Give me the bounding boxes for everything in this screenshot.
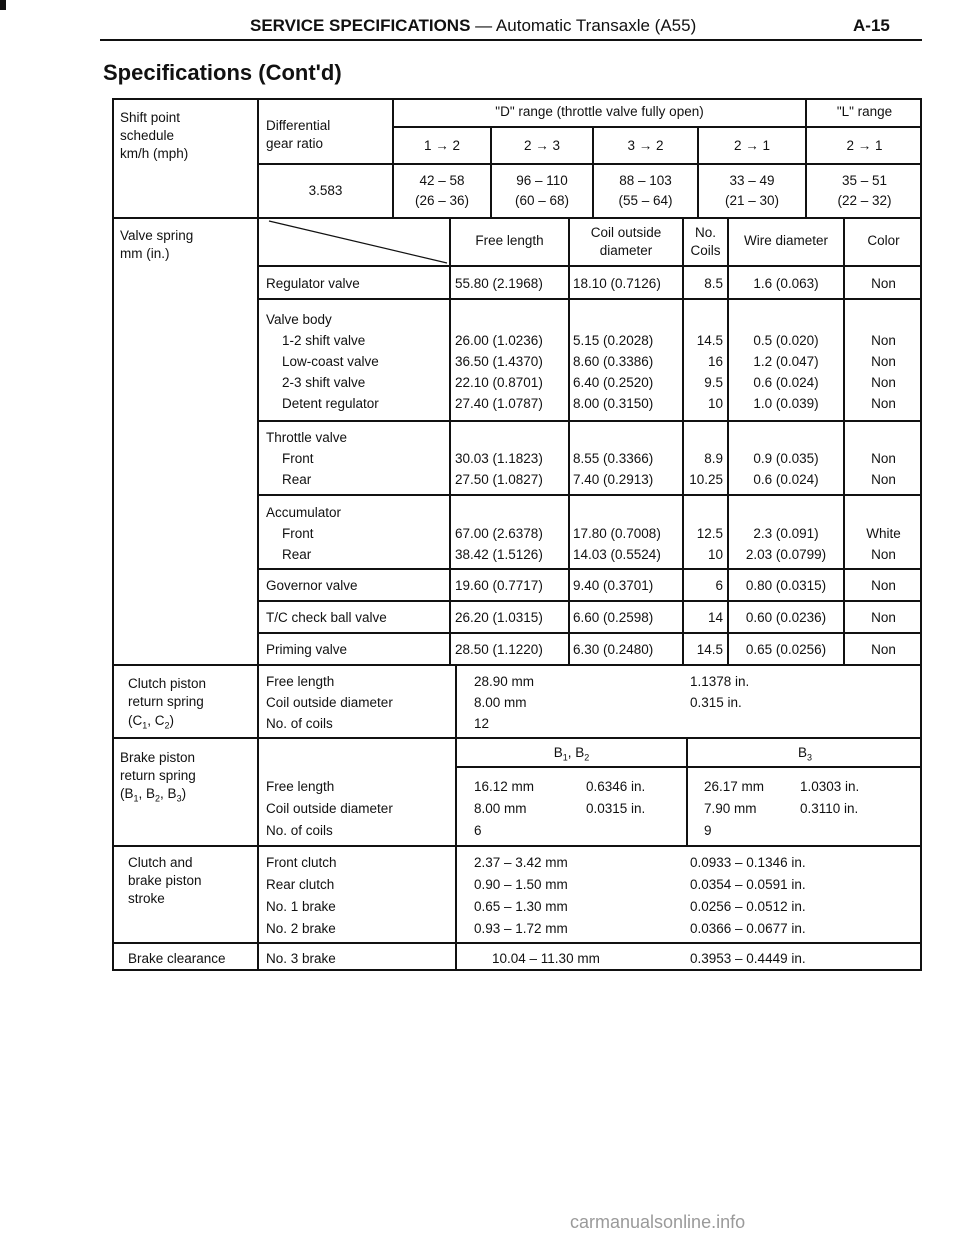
clearance-item: No. 3 brake: [266, 951, 336, 966]
valve-label-1: Valve spring: [120, 228, 194, 243]
head-coil-1: Coil outside: [590, 225, 662, 240]
valve-coil-diameter: 17.80 (0.7008): [573, 526, 661, 541]
stroke-inch: 0.0354 – 0.0591 in.: [690, 877, 806, 892]
valve-free-length: 27.50 (1.0827): [455, 472, 543, 487]
valve-row-name: Accumulator: [266, 505, 342, 520]
valve-coil-count: 14: [707, 610, 723, 625]
kmh-value: 96 – 110: [516, 173, 568, 188]
brake-b-mm: 9: [704, 823, 712, 838]
head-wire: Wire diameter: [743, 233, 829, 248]
valve-row-name: Rear: [282, 547, 312, 562]
clutch-label-1: Clutch piston: [128, 676, 207, 691]
brake-a-mm: 8.00 mm: [474, 801, 527, 816]
head-free-length: Free length: [475, 233, 544, 248]
shift-head: 2 → 1: [733, 138, 771, 153]
valve-wire-diameter: 0.6 (0.024): [753, 472, 819, 487]
watermark: carmanualsonline.info: [570, 1212, 746, 1232]
valve-color: Non: [871, 610, 896, 625]
valve-row-name: Rear: [282, 472, 312, 487]
stroke-mm: 0.93 – 1.72 mm: [474, 921, 568, 936]
valve-coil-count: 10: [707, 396, 723, 411]
brake-item: Coil outside diameter: [266, 801, 393, 816]
clearance-label: Brake clearance: [128, 951, 226, 966]
grid-line: [392, 126, 922, 128]
clearance-inch: 0.3953 – 0.4449 in.: [690, 951, 806, 966]
stroke-item: No. 1 brake: [266, 899, 336, 914]
valve-coil-diameter: 7.40 (0.2913): [573, 472, 654, 487]
l-range-header: "L" range: [836, 104, 893, 119]
brake-a-mm: 16.12 mm: [474, 779, 535, 794]
clutch-mm: 12: [474, 716, 490, 731]
section-line: [112, 942, 922, 944]
stroke-inch: 0.0933 – 0.1346 in.: [690, 855, 806, 870]
valve-free-length: 36.50 (1.4370): [455, 354, 543, 369]
valve-free-length: 67.00 (2.6378): [455, 526, 543, 541]
grid-line: [257, 163, 922, 165]
valve-free-length: 26.00 (1.0236): [455, 333, 543, 348]
brake-b-in: 1.0303 in.: [800, 779, 860, 794]
stroke-mm: 0.65 – 1.30 mm: [474, 899, 568, 914]
section-line: [112, 664, 922, 666]
brake-a-in: 0.6346 in.: [586, 779, 646, 794]
diagonal-header-cell: [259, 219, 449, 265]
clutch-label-2: return spring: [128, 694, 204, 709]
stroke-mm: 2.37 – 3.42 mm: [474, 855, 568, 870]
grid-line: [568, 219, 570, 664]
head-no-2: Coils: [690, 243, 721, 258]
valve-coil-diameter: 9.40 (0.3701): [573, 578, 654, 593]
valve-row-name: 1-2 shift valve: [282, 333, 366, 348]
valve-wire-diameter: 0.6 (0.024): [753, 375, 819, 390]
stroke-mm: 0.90 – 1.50 mm: [474, 877, 568, 892]
valve-row-name: Detent regulator: [282, 396, 379, 411]
shift-label-3: km/h (mph): [120, 146, 189, 161]
grid-line: [257, 600, 922, 602]
valve-row-name: Valve body: [266, 312, 332, 327]
valve-free-length: 26.20 (1.0315): [455, 610, 543, 625]
section-line: [112, 737, 922, 739]
valve-coil-diameter: 5.15 (0.2028): [573, 333, 654, 348]
valve-coil-diameter: 14.03 (0.5524): [573, 547, 661, 562]
grid-line: [257, 265, 922, 267]
brake-a-mm: 6: [474, 823, 482, 838]
valve-coil-count: 16: [707, 354, 723, 369]
section-line: [112, 845, 922, 847]
valve-free-length: 22.10 (0.8701): [455, 375, 543, 390]
brake-head-b3: $B_3$: [797, 745, 813, 763]
brake-b-mm: 26.17 mm: [704, 779, 765, 794]
valve-row-name: Priming valve: [266, 642, 348, 657]
valve-row-name: Regulator valve: [266, 276, 360, 291]
brake-item: No. of coils: [266, 823, 333, 838]
valve-coil-diameter: 8.60 (0.3386): [573, 354, 654, 369]
diff-label-1: Differential: [266, 118, 331, 133]
stroke-inch: 0.0256 – 0.0512 in.: [690, 899, 806, 914]
valve-wire-diameter: 0.60 (0.0236): [745, 610, 827, 625]
mph-value: (26 – 36): [414, 193, 470, 208]
valve-coil-diameter: 18.10 (0.7126): [573, 276, 661, 291]
grid-line: [257, 420, 922, 422]
shift-label-1: Shift point: [120, 110, 181, 125]
valve-free-length: 27.40 (1.0787): [455, 396, 543, 411]
valve-color: Non: [871, 451, 896, 466]
gear-ratio-value: 3.583: [308, 183, 343, 198]
stroke-item: Front clutch: [266, 855, 337, 870]
valve-color: Non: [871, 354, 896, 369]
valve-wire-diameter: 0.65 (0.0256): [745, 642, 827, 657]
shift-head: 1 → 2: [423, 138, 461, 153]
d-range-header: "D" range (throttle valve fully open): [495, 104, 704, 119]
valve-color: Non: [871, 333, 896, 348]
grid-line: [455, 766, 922, 768]
valve-free-length: 38.42 (1.5126): [455, 547, 543, 562]
valve-row-name: 2-3 shift valve: [282, 375, 366, 390]
valve-row-name: Throttle valve: [266, 430, 348, 445]
valve-coil-diameter: 8.00 (0.3150): [573, 396, 654, 411]
page-title: Specifications (Cont'd): [103, 60, 342, 85]
stroke-item: No. 2 brake: [266, 921, 336, 936]
valve-row-name: Governor valve: [266, 578, 358, 593]
valve-color: Non: [871, 276, 896, 291]
valve-coil-count: 8.5: [704, 276, 723, 291]
valve-wire-diameter: 1.6 (0.063): [753, 276, 819, 291]
brake-label-3: ($B_1$, $B_2$, $B_3$): [120, 786, 187, 804]
valve-coil-count: 9.5: [704, 375, 723, 390]
brake-b-in: 0.3110 in.: [800, 801, 859, 816]
valve-wire-diameter: 2.3 (0.091): [753, 526, 819, 541]
clutch-item: Free length: [266, 674, 335, 689]
shift-label-2: schedule: [120, 128, 175, 143]
valve-coil-count: 10.25: [689, 472, 723, 487]
diff-label-2: gear ratio: [266, 136, 324, 151]
scan-edge-mark: [0, 0, 6, 10]
stroke-inch: 0.0366 – 0.0677 in.: [690, 921, 806, 936]
shift-head: 3 → 2: [627, 138, 664, 153]
valve-free-length: 19.60 (0.7717): [455, 578, 543, 593]
brake-head-b1b2: $B_1$, $B_2$: [553, 745, 590, 763]
valve-free-length: 30.03 (1.1823): [455, 451, 543, 466]
clutch-mm: 8.00 mm: [474, 695, 527, 710]
grid-line: [455, 845, 457, 971]
valve-wire-diameter: 1.0 (0.039): [753, 396, 819, 411]
kmh-value: 35 – 51: [841, 173, 888, 188]
valve-label-2: mm (in.): [120, 246, 170, 261]
page-number: A-15: [853, 16, 890, 35]
kmh-value: 88 – 103: [619, 173, 672, 188]
mph-value: (55 – 64): [618, 193, 673, 208]
valve-coil-count: 6: [715, 578, 723, 593]
brake-b-mm: 7.90 mm: [704, 801, 757, 816]
grid-line: [257, 298, 922, 300]
grid-line: [455, 664, 457, 737]
shift-head: 2 → 1: [846, 138, 883, 153]
valve-row-name: T/C check ball valve: [266, 610, 387, 625]
valve-coil-count: 14.5: [696, 333, 723, 348]
brake-a-in: 0.0315 in.: [586, 801, 646, 816]
valve-color: Non: [871, 547, 896, 562]
grid-line: [449, 219, 451, 664]
valve-color: Non: [871, 642, 896, 657]
clutch-item: No. of coils: [266, 716, 333, 731]
valve-free-length: 55.80 (2.1968): [455, 276, 543, 291]
valve-coil-count: 10: [707, 547, 723, 562]
shift-head: 2 → 3: [523, 138, 561, 153]
mph-value: (22 – 32): [837, 193, 892, 208]
brake-item: Free length: [266, 779, 335, 794]
section-line: [112, 217, 922, 219]
clutch-inch: 0.315 in.: [690, 695, 742, 710]
valve-coil-diameter: 6.40 (0.2520): [573, 375, 654, 390]
valve-coil-diameter: 8.55 (0.3366): [573, 451, 654, 466]
brake-label-1: Brake piston: [120, 750, 196, 765]
valve-coil-count: 8.9: [704, 451, 723, 466]
grid-line: [257, 568, 922, 570]
valve-coil-count: 14.5: [696, 642, 723, 657]
running-header: SERVICE SPECIFICATIONS — Automatic Transaxle (A55): [250, 16, 697, 35]
valve-color: Non: [871, 396, 896, 411]
valve-free-length: 28.50 (1.1220): [455, 642, 543, 657]
clutch-label-3: ($C_1$, $C_2$): [128, 713, 175, 731]
valve-row-name: Low-coast valve: [282, 354, 379, 369]
valve-coil-diameter: 6.60 (0.2598): [573, 610, 654, 625]
clutch-mm: 28.90 mm: [474, 674, 535, 689]
header-rule: [100, 39, 922, 41]
valve-color: White: [866, 526, 901, 541]
head-color: Color: [867, 233, 900, 248]
stroke-label-2: brake piston: [128, 873, 202, 888]
valve-row-name: Front: [282, 451, 314, 466]
valve-wire-diameter: 2.03 (0.0799): [745, 547, 827, 562]
clutch-item: Coil outside diameter: [266, 695, 393, 710]
valve-coil-diameter: 6.30 (0.2480): [573, 642, 654, 657]
grid-line: [257, 494, 922, 496]
valve-wire-diameter: 0.9 (0.035): [753, 451, 819, 466]
valve-wire-diameter: 0.80 (0.0315): [745, 578, 827, 593]
valve-color: Non: [871, 578, 896, 593]
kmh-value: 33 – 49: [729, 173, 775, 188]
valve-coil-count: 12.5: [696, 526, 723, 541]
mph-value: (60 – 68): [514, 193, 570, 208]
brake-label-2: return spring: [120, 768, 196, 783]
clearance-mm: 10.04 – 11.30 mm: [492, 951, 600, 966]
stroke-label-1: Clutch and: [128, 855, 193, 870]
valve-wire-diameter: 0.5 (0.020): [753, 333, 819, 348]
mph-value: (21 – 30): [724, 193, 780, 208]
stroke-item: Rear clutch: [266, 877, 335, 892]
grid-line: [257, 632, 922, 634]
valve-color: Non: [871, 472, 896, 487]
valve-row-name: Front: [282, 526, 314, 541]
clutch-inch: 1.1378 in.: [690, 674, 750, 689]
stroke-label-3: stroke: [128, 891, 165, 906]
valve-wire-diameter: 1.2 (0.047): [753, 354, 819, 369]
kmh-value: 42 – 58: [419, 173, 465, 188]
head-coil-2: diameter: [599, 243, 653, 258]
valve-color: Non: [871, 375, 896, 390]
head-no-1: No.: [694, 225, 716, 240]
